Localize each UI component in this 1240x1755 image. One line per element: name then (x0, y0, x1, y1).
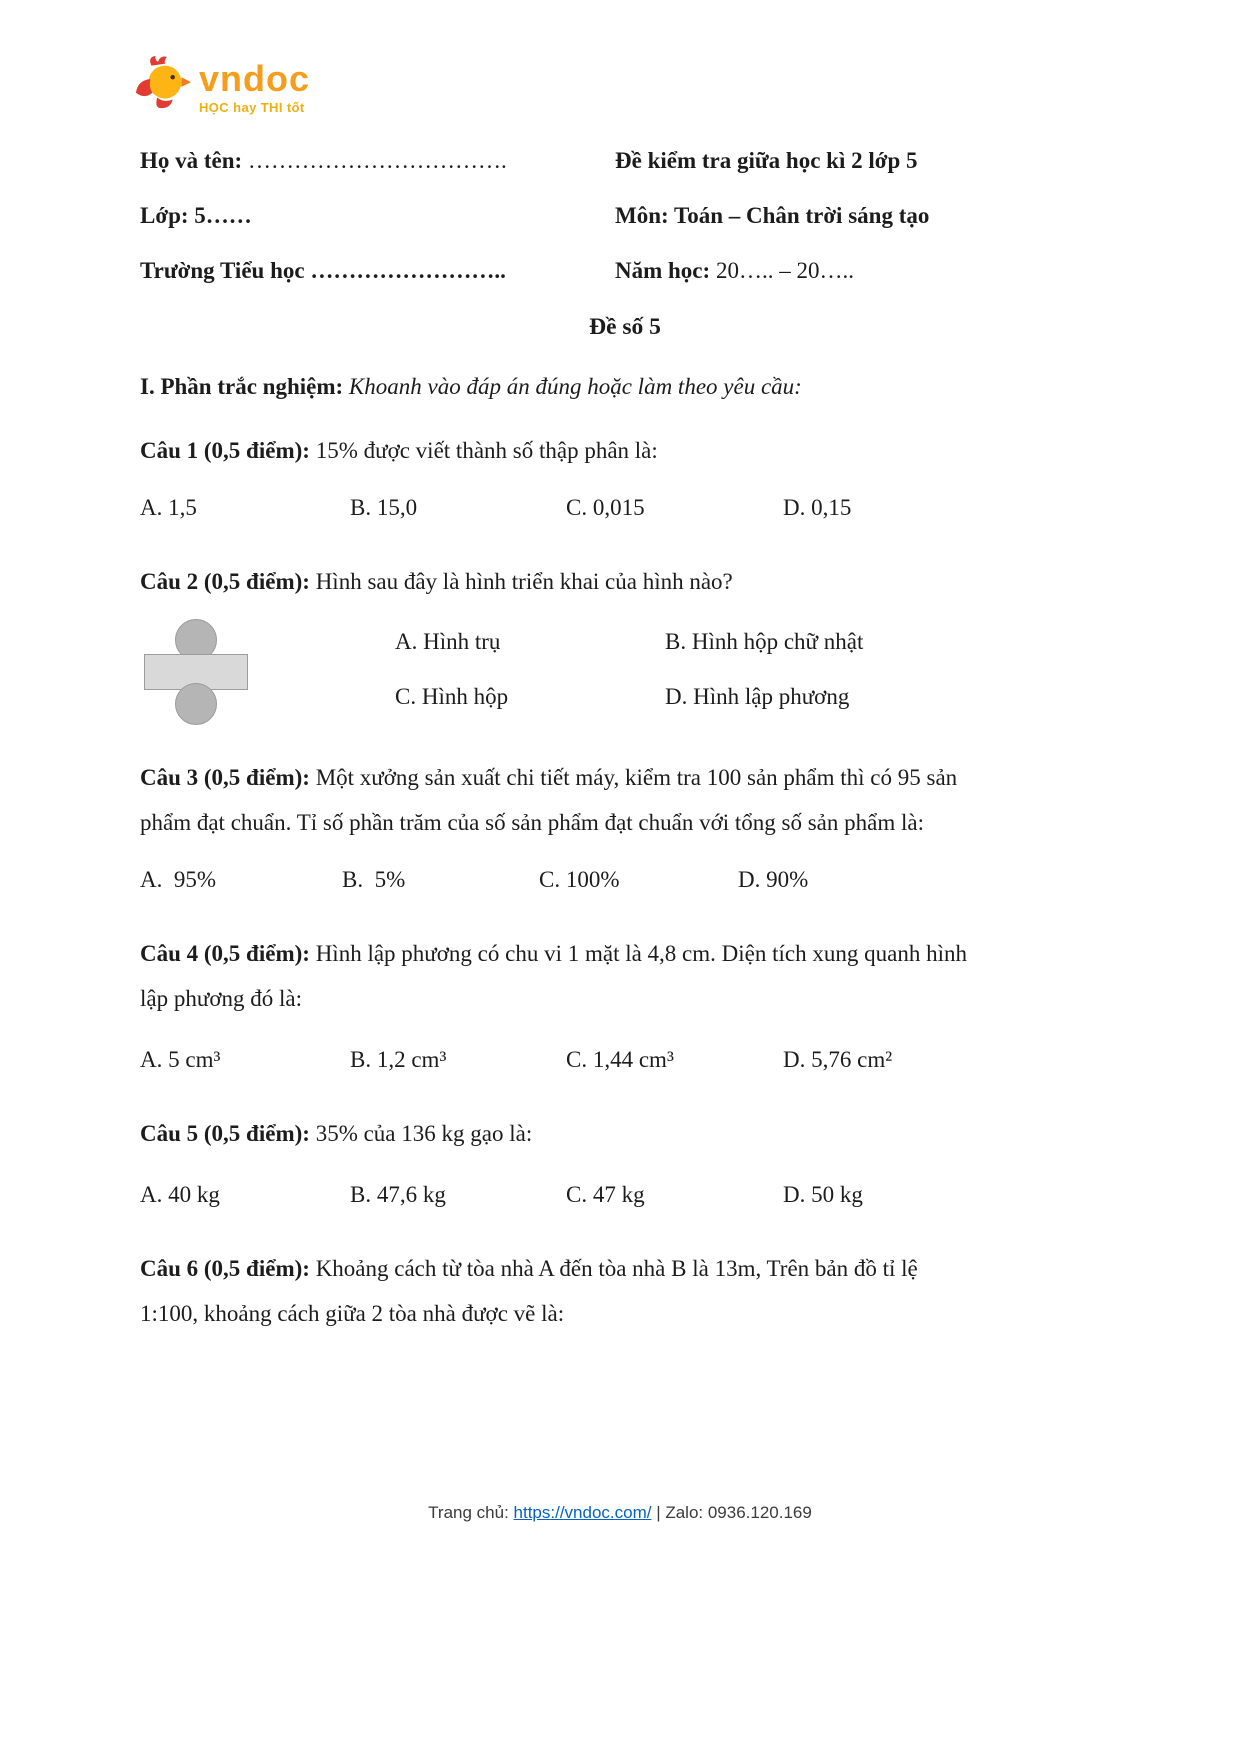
option-c: C. Hình hộp (395, 684, 509, 709)
option-c: C. 0,015 (566, 495, 645, 520)
question-4-options (140, 1046, 1110, 1074)
page-title: Đề số 5 (589, 314, 661, 340)
logo-tagline: HỌC hay THI tốt (199, 100, 305, 115)
homepage-link[interactable]: https://vndoc.com/ (513, 1503, 652, 1522)
question-6-text: Khoảng cách từ tòa nhà A đến tòa nhà B là 13m, Trên bản đồ tỉ lệ 1:100, khoảng cách giữa 2 tòa nhà được vẽ là: (140, 1256, 918, 1326)
page-footer (0, 1503, 1240, 1523)
school-year-line (615, 257, 1110, 285)
option-d: D. 0,15 (783, 495, 852, 520)
header-row-1 (140, 147, 1110, 175)
header-row-3 (140, 257, 1110, 285)
subject-line: Môn: Toán – Chân trời sáng tạo (615, 203, 930, 228)
section-instruction: Khoanh vào đáp án đúng hoặc làm theo yêu cầu: (343, 374, 802, 399)
student-name-dots: ……………………………. (242, 148, 507, 173)
question-6 (140, 1246, 980, 1336)
question-5-text: 35% của 136 kg gạo là: (309, 1121, 533, 1146)
option-c: C. 1,44 cm³ (566, 1047, 674, 1072)
option-b: B. 5% (342, 867, 406, 892)
question-2-options (395, 628, 863, 711)
school-year-label: Năm học: (615, 258, 711, 283)
question-4 (140, 931, 980, 1021)
student-name-line (140, 147, 615, 175)
school-line: Trường Tiểu học …………………….. (140, 258, 506, 283)
exam-title: Đề kiểm tra giữa học kì 2 lớp 5 (615, 148, 918, 173)
question-1-text: 15% được viết thành số thập phân là: (309, 438, 658, 463)
option-a: A. 40 kg (140, 1182, 220, 1207)
student-name-label: Họ và tên: (140, 148, 243, 173)
option-d: D. 5,76 cm² (783, 1047, 893, 1072)
option-b: B. 15,0 (350, 495, 418, 520)
question-1-options (140, 494, 1110, 522)
question-2-text: Hình sau đây là hình triển khai của hình nào? (309, 569, 733, 594)
question-2 (140, 559, 980, 604)
question-5-label: Câu 5 (0,5 điểm): (140, 1121, 310, 1146)
section-heading-label: I. Phần trắc nghiệm: (140, 374, 344, 399)
chick-mascot-icon (134, 55, 192, 113)
question-2-figure-row (140, 619, 1110, 725)
option-d: D. 90% (738, 867, 809, 892)
school-year-value: 20….. – 20….. (710, 258, 854, 283)
question-3 (140, 755, 980, 845)
question-4-label: Câu 4 (0,5 điểm): (140, 941, 310, 966)
question-3-label: Câu 3 (0,5 điểm): (140, 765, 310, 790)
vndoc-logo (134, 55, 1110, 117)
question-3-text: Một xưởng sản xuất chi tiết máy, kiểm tra 100 sản phẩm thì có 95 sản phẩm đạt chuẩn. Tỉ số phần trăm của số sản phẩm đạt chuẩn với tổng số sản phẩm là: (140, 765, 958, 835)
question-5 (140, 1111, 980, 1156)
footer-prefix: Trang chủ: (428, 1503, 514, 1522)
option-a: A. Hình trụ (395, 629, 501, 654)
cylinder-net-bottom-circle (175, 683, 217, 725)
question-1-label: Câu 1 (0,5 điểm): (140, 438, 310, 463)
option-c: C. 47 kg (566, 1182, 645, 1207)
header-row-2 (140, 202, 1110, 230)
question-4-text: Hình lập phương có chu vi 1 mặt là 4,8 cm. Diện tích xung quanh hình lập phương đó là: (140, 941, 967, 1011)
option-b: B. Hình hộp chữ nhật (665, 629, 864, 654)
option-b: B. 1,2 cm³ (350, 1047, 447, 1072)
question-2-label: Câu 2 (0,5 điểm): (140, 569, 310, 594)
option-a: A. 1,5 (140, 495, 197, 520)
option-a: A. 95% (140, 867, 217, 892)
class-line: Lớp: 5…… (140, 203, 252, 228)
question-6-label: Câu 6 (0,5 điểm): (140, 1256, 310, 1281)
logo-text (199, 55, 310, 114)
option-b: B. 47,6 kg (350, 1182, 446, 1207)
question-5-options (140, 1181, 1110, 1209)
option-d: D. Hình lập phương (665, 684, 850, 709)
option-d: D. 50 kg (783, 1182, 863, 1207)
option-a: A. 5 cm³ (140, 1047, 221, 1072)
option-c: C. 100% (539, 867, 620, 892)
section-heading (140, 372, 1110, 402)
cylinder-net-figure (144, 619, 248, 725)
question-3-options (140, 866, 1110, 894)
question-1 (140, 428, 980, 473)
footer-suffix: | Zalo: 0936.120.169 (651, 1503, 812, 1522)
logo-brand: vndoc (199, 58, 311, 99)
